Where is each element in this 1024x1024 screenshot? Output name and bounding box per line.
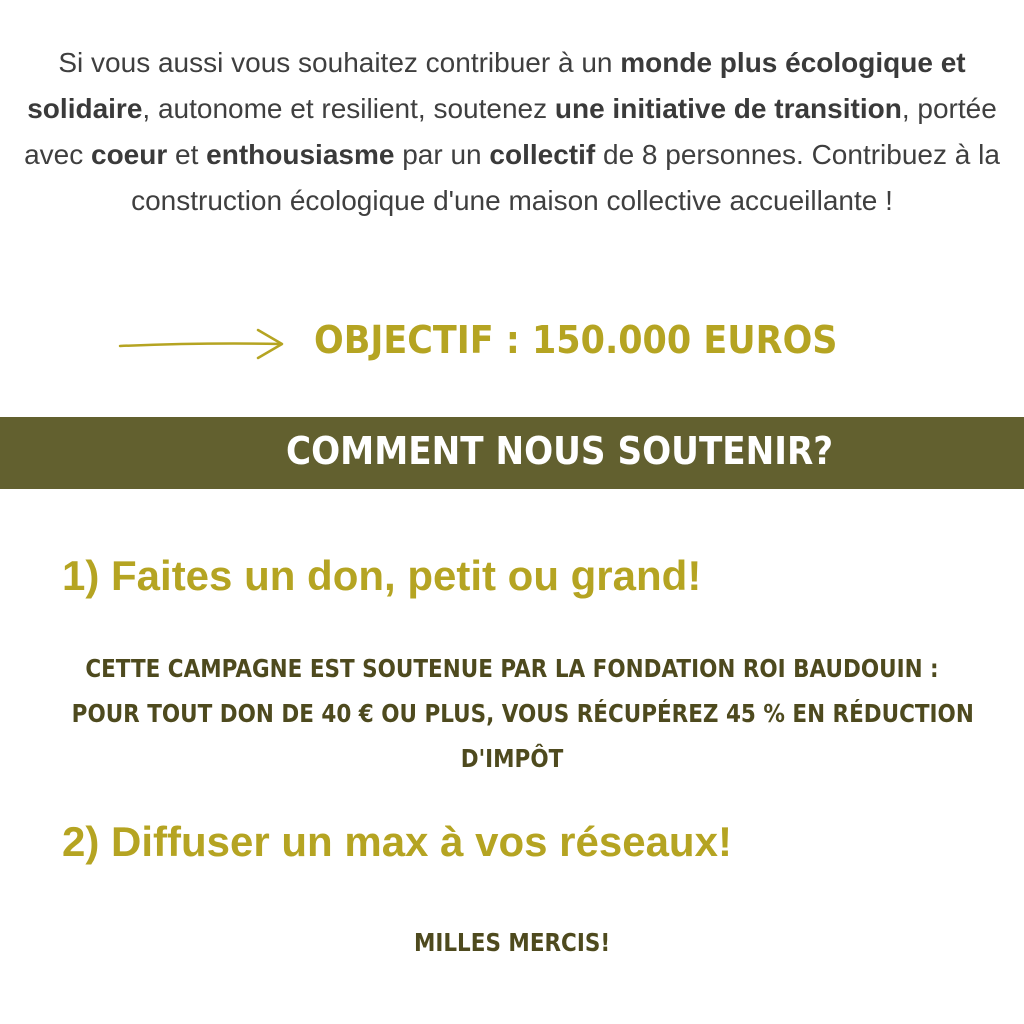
intro-text-6: de 8 personnes. Contribuez à la construction écologique d'une maison collective accueillante !: [131, 139, 1000, 216]
tax-notice-line-2: POUR TOUT DON DE 40 € OU PLUS, VOUS RÉCUPÉREZ 45 % EN RÉDUCTION: [71, 699, 974, 728]
intro-bold-2: une initiative de transition: [554, 93, 902, 124]
support-title: COMMENT NOUS SOUTENIR?: [286, 429, 834, 473]
intro-paragraph: [0, 40, 1024, 224]
step-share: 2) Diffuser un max à vos réseaux!: [62, 818, 732, 865]
tax-notice-line-1: CETTE CAMPAGNE EST SOUTENUE PAR LA FONDATION ROI BAUDOUIN :: [85, 654, 939, 683]
step-donate: 1) Faites un don, petit ou grand!: [62, 552, 702, 599]
intro-text-4: et: [167, 139, 207, 170]
intro-bold-1: monde plus écologique et solidaire: [27, 47, 966, 124]
goal-text: OBJECTIF : 150.000 EUROS: [314, 318, 838, 362]
tax-notice: [0, 646, 1024, 781]
intro-text-5: par un: [394, 139, 490, 170]
thanks-label: MILLES MERCIS!: [413, 928, 611, 957]
arrow-right-icon: [118, 324, 288, 364]
tax-notice-line-3: D'IMPÔT: [460, 744, 564, 773]
intro-bold-5: collectif: [489, 139, 596, 170]
intro-bold-3: coeur: [91, 139, 168, 170]
goal-row: [0, 312, 1024, 376]
intro-bold-4: enthousiasme: [206, 139, 395, 170]
intro-text-3: , portée avec: [24, 93, 997, 170]
intro-text-2: , autonome et resilient, soutenez: [142, 93, 555, 124]
thanks-text: [0, 928, 1024, 957]
support-banner: [0, 417, 1024, 489]
intro-text-1: Si vous aussi vous souhaitez contribuer à un: [58, 47, 621, 78]
